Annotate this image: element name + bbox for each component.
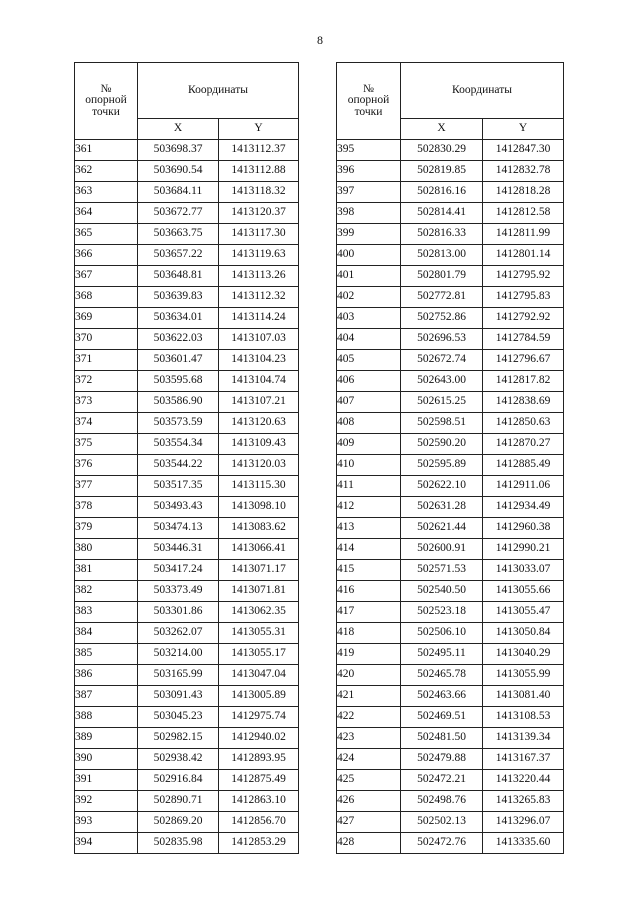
- x-coordinate-cell: 502869.20: [138, 812, 219, 833]
- y-coordinate-cell: 1413112.88: [219, 161, 299, 182]
- table-row: [337, 560, 564, 581]
- x-coordinate-cell: 503648.81: [138, 266, 219, 287]
- point-number-cell: 381: [75, 560, 138, 581]
- y-coordinate-cell: 1412847.30: [483, 140, 564, 161]
- point-number-cell: 369: [75, 308, 138, 329]
- table-row: [337, 371, 564, 392]
- point-number-cell: 395: [337, 140, 401, 161]
- x-coordinate-cell: 502495.11: [401, 644, 483, 665]
- x-coordinate-cell: 502890.71: [138, 791, 219, 812]
- y-coordinate-cell: 1413081.40: [483, 686, 564, 707]
- page-number: 8: [317, 33, 323, 47]
- point-number-cell: 384: [75, 623, 138, 644]
- y-coordinate-cell: 1412975.74: [219, 707, 299, 728]
- y-coordinate-cell: 1412784.59: [483, 329, 564, 350]
- table-row: [75, 266, 299, 287]
- table-row: [337, 539, 564, 560]
- point-number-cell: 414: [337, 539, 401, 560]
- table-row: [337, 518, 564, 539]
- point-number-cell: 373: [75, 392, 138, 413]
- point-number-cell: 408: [337, 413, 401, 434]
- table-row: [337, 203, 564, 224]
- y-coordinate-cell: 1412801.14: [483, 245, 564, 266]
- y-coordinate-cell: 1413118.32: [219, 182, 299, 203]
- x-coordinate-cell: 502814.41: [401, 203, 483, 224]
- y-coordinate-cell: 1413104.23: [219, 350, 299, 371]
- point-number-cell: 394: [75, 833, 138, 854]
- y-coordinate-cell: 1413296.07: [483, 812, 564, 833]
- point-number-cell: 425: [337, 770, 401, 791]
- x-coordinate-cell: 503663.75: [138, 224, 219, 245]
- x-coordinate-cell: 502982.15: [138, 728, 219, 749]
- y-coordinate-cell: 1412911.06: [483, 476, 564, 497]
- y-coordinate-cell: 1413115.30: [219, 476, 299, 497]
- point-number-cell: 419: [337, 644, 401, 665]
- coordinates-table-right: [336, 62, 564, 854]
- point-number-cell: 418: [337, 623, 401, 644]
- point-number-cell: 410: [337, 455, 401, 476]
- y-coordinate-cell: 1413113.26: [219, 266, 299, 287]
- y-coordinate-cell: 1413005.89: [219, 686, 299, 707]
- table-row: [337, 161, 564, 182]
- table-row: [75, 455, 299, 476]
- table-row: [337, 392, 564, 413]
- table-row: [75, 497, 299, 518]
- x-coordinate-cell: 502615.25: [401, 392, 483, 413]
- x-coordinate-cell: 503165.99: [138, 665, 219, 686]
- header-x: X: [138, 119, 219, 140]
- y-coordinate-cell: 1413083.62: [219, 518, 299, 539]
- table-row: [75, 161, 299, 182]
- table-row: [337, 581, 564, 602]
- y-coordinate-cell: 1413107.21: [219, 392, 299, 413]
- table-row: [337, 350, 564, 371]
- x-coordinate-cell: 502643.00: [401, 371, 483, 392]
- point-number-cell: 406: [337, 371, 401, 392]
- table-row: [75, 245, 299, 266]
- x-coordinate-cell: 502631.28: [401, 497, 483, 518]
- table-row: [337, 791, 564, 812]
- x-coordinate-cell: 503634.01: [138, 308, 219, 329]
- point-number-cell: 374: [75, 413, 138, 434]
- table-row: [75, 623, 299, 644]
- y-coordinate-cell: 1412960.38: [483, 518, 564, 539]
- y-coordinate-cell: 1413050.84: [483, 623, 564, 644]
- x-coordinate-cell: 503301.86: [138, 602, 219, 623]
- x-coordinate-cell: 502463.66: [401, 686, 483, 707]
- point-number-cell: 413: [337, 518, 401, 539]
- x-coordinate-cell: 502506.10: [401, 623, 483, 644]
- table-body-right: [337, 140, 564, 854]
- x-coordinate-cell: 503214.00: [138, 644, 219, 665]
- table-row: [337, 812, 564, 833]
- x-coordinate-cell: 502540.50: [401, 581, 483, 602]
- table-row: [337, 749, 564, 770]
- point-number-cell: 404: [337, 329, 401, 350]
- x-coordinate-cell: 503622.03: [138, 329, 219, 350]
- x-coordinate-cell: 502622.10: [401, 476, 483, 497]
- table-row: [337, 182, 564, 203]
- y-coordinate-cell: 1413108.53: [483, 707, 564, 728]
- table-row: [337, 476, 564, 497]
- x-coordinate-cell: 503684.11: [138, 182, 219, 203]
- table-row: [75, 518, 299, 539]
- y-coordinate-cell: 1413071.17: [219, 560, 299, 581]
- y-coordinate-cell: 1413055.99: [483, 665, 564, 686]
- x-coordinate-cell: 502571.53: [401, 560, 483, 581]
- y-coordinate-cell: 1412792.92: [483, 308, 564, 329]
- table-row: [337, 245, 564, 266]
- y-coordinate-cell: 1413098.10: [219, 497, 299, 518]
- table-row: [337, 434, 564, 455]
- table-row: [75, 392, 299, 413]
- point-number-cell: 378: [75, 497, 138, 518]
- point-number-cell: 370: [75, 329, 138, 350]
- point-number-cell: 367: [75, 266, 138, 287]
- table-row: [337, 287, 564, 308]
- point-number-cell: 416: [337, 581, 401, 602]
- point-number-cell: 412: [337, 497, 401, 518]
- point-number-cell: 398: [337, 203, 401, 224]
- y-coordinate-cell: 1412838.69: [483, 392, 564, 413]
- y-coordinate-cell: 1413071.81: [219, 581, 299, 602]
- table-row: [75, 371, 299, 392]
- header-y: Y: [219, 119, 299, 140]
- table-row: [75, 350, 299, 371]
- y-coordinate-cell: 1412870.27: [483, 434, 564, 455]
- point-number-cell: 400: [337, 245, 401, 266]
- y-coordinate-cell: 1412893.95: [219, 749, 299, 770]
- point-number-cell: 407: [337, 392, 401, 413]
- y-coordinate-cell: 1413040.29: [483, 644, 564, 665]
- point-number-cell: 377: [75, 476, 138, 497]
- x-coordinate-cell: 502598.51: [401, 413, 483, 434]
- y-coordinate-cell: 1413119.63: [219, 245, 299, 266]
- table-row: [75, 749, 299, 770]
- header-coordinates: Координаты: [401, 63, 564, 119]
- point-number-cell: 372: [75, 371, 138, 392]
- y-coordinate-cell: 1413139.34: [483, 728, 564, 749]
- x-coordinate-cell: 502479.88: [401, 749, 483, 770]
- table-row: [337, 623, 564, 644]
- header-coordinates: Координаты: [138, 63, 299, 119]
- y-coordinate-cell: 1413335.60: [483, 833, 564, 854]
- table-row: [75, 791, 299, 812]
- point-number-cell: 380: [75, 539, 138, 560]
- point-number-cell: 392: [75, 791, 138, 812]
- table-row: [337, 497, 564, 518]
- point-number-cell: 397: [337, 182, 401, 203]
- x-coordinate-cell: 503672.77: [138, 203, 219, 224]
- point-number-cell: 409: [337, 434, 401, 455]
- point-number-cell: 420: [337, 665, 401, 686]
- y-coordinate-cell: 1412812.58: [483, 203, 564, 224]
- point-number-cell: 421: [337, 686, 401, 707]
- x-coordinate-cell: 502835.98: [138, 833, 219, 854]
- header-x: X: [401, 119, 483, 140]
- point-number-cell: 426: [337, 791, 401, 812]
- x-coordinate-cell: 502523.18: [401, 602, 483, 623]
- point-number-cell: 411: [337, 476, 401, 497]
- x-coordinate-cell: 502696.53: [401, 329, 483, 350]
- table-row: [75, 581, 299, 602]
- table-row: [75, 182, 299, 203]
- x-coordinate-cell: 503045.23: [138, 707, 219, 728]
- y-coordinate-cell: 1413112.32: [219, 287, 299, 308]
- y-coordinate-cell: 1412853.29: [219, 833, 299, 854]
- table-row: [337, 644, 564, 665]
- y-coordinate-cell: 1412875.49: [219, 770, 299, 791]
- table-body-left: [75, 140, 299, 854]
- y-coordinate-cell: 1412817.82: [483, 371, 564, 392]
- x-coordinate-cell: 503639.83: [138, 287, 219, 308]
- y-coordinate-cell: 1412850.63: [483, 413, 564, 434]
- x-coordinate-cell: 503573.59: [138, 413, 219, 434]
- table-row: [337, 266, 564, 287]
- x-coordinate-cell: 502498.76: [401, 791, 483, 812]
- table-row: [337, 707, 564, 728]
- x-coordinate-cell: 503554.34: [138, 434, 219, 455]
- point-number-cell: 363: [75, 182, 138, 203]
- point-number-cell: 403: [337, 308, 401, 329]
- table-row: [337, 602, 564, 623]
- point-number-cell: 387: [75, 686, 138, 707]
- y-coordinate-cell: 1413112.37: [219, 140, 299, 161]
- point-number-cell: 368: [75, 287, 138, 308]
- x-coordinate-cell: 502813.00: [401, 245, 483, 266]
- x-coordinate-cell: 503262.07: [138, 623, 219, 644]
- x-coordinate-cell: 503493.43: [138, 497, 219, 518]
- y-coordinate-cell: 1412990.21: [483, 539, 564, 560]
- y-coordinate-cell: 1413033.07: [483, 560, 564, 581]
- table-row: [337, 308, 564, 329]
- x-coordinate-cell: 502801.79: [401, 266, 483, 287]
- point-number-cell: 364: [75, 203, 138, 224]
- x-coordinate-cell: 502590.20: [401, 434, 483, 455]
- table-row: [75, 665, 299, 686]
- table-row: [75, 413, 299, 434]
- y-coordinate-cell: 1412856.70: [219, 812, 299, 833]
- point-number-cell: 382: [75, 581, 138, 602]
- point-number-cell: 399: [337, 224, 401, 245]
- y-coordinate-cell: 1413114.24: [219, 308, 299, 329]
- table-row: [75, 476, 299, 497]
- point-number-cell: 396: [337, 161, 401, 182]
- x-coordinate-cell: 502772.81: [401, 287, 483, 308]
- table-row: [75, 329, 299, 350]
- y-coordinate-cell: 1412796.67: [483, 350, 564, 371]
- y-coordinate-cell: 1412863.10: [219, 791, 299, 812]
- point-number-cell: 427: [337, 812, 401, 833]
- y-coordinate-cell: 1413120.37: [219, 203, 299, 224]
- point-number-cell: 417: [337, 602, 401, 623]
- x-coordinate-cell: 503091.43: [138, 686, 219, 707]
- x-coordinate-cell: 502752.86: [401, 308, 483, 329]
- coordinates-table-left: [74, 62, 299, 854]
- x-coordinate-cell: 503698.37: [138, 140, 219, 161]
- point-number-cell: 375: [75, 434, 138, 455]
- table-row: [75, 707, 299, 728]
- y-coordinate-cell: 1412811.99: [483, 224, 564, 245]
- x-coordinate-cell: 503517.35: [138, 476, 219, 497]
- table-row: [75, 686, 299, 707]
- x-coordinate-cell: 502502.13: [401, 812, 483, 833]
- y-coordinate-cell: 1413120.03: [219, 455, 299, 476]
- table-row: [337, 329, 564, 350]
- point-number-cell: 428: [337, 833, 401, 854]
- point-number-cell: 391: [75, 770, 138, 791]
- table-row: [337, 224, 564, 245]
- point-number-cell: 386: [75, 665, 138, 686]
- y-coordinate-cell: 1412832.78: [483, 161, 564, 182]
- point-number-cell: 393: [75, 812, 138, 833]
- point-number-cell: 362: [75, 161, 138, 182]
- header-y: Y: [483, 119, 564, 140]
- y-coordinate-cell: 1413117.30: [219, 224, 299, 245]
- y-coordinate-cell: 1413047.04: [219, 665, 299, 686]
- y-coordinate-cell: 1413167.37: [483, 749, 564, 770]
- y-coordinate-cell: 1413066.41: [219, 539, 299, 560]
- x-coordinate-cell: 503595.68: [138, 371, 219, 392]
- table-row: [75, 434, 299, 455]
- y-coordinate-cell: 1413055.17: [219, 644, 299, 665]
- table-row: [337, 833, 564, 854]
- table-row: [337, 413, 564, 434]
- x-coordinate-cell: 503446.31: [138, 539, 219, 560]
- x-coordinate-cell: 502472.21: [401, 770, 483, 791]
- table-row: [75, 833, 299, 854]
- x-coordinate-cell: 502621.44: [401, 518, 483, 539]
- y-coordinate-cell: 1413062.35: [219, 602, 299, 623]
- point-number-cell: 422: [337, 707, 401, 728]
- x-coordinate-cell: 503690.54: [138, 161, 219, 182]
- y-coordinate-cell: 1413120.63: [219, 413, 299, 434]
- x-coordinate-cell: 502600.91: [401, 539, 483, 560]
- x-coordinate-cell: 503601.47: [138, 350, 219, 371]
- x-coordinate-cell: 502595.89: [401, 455, 483, 476]
- table-row: [337, 455, 564, 476]
- point-number-cell: 379: [75, 518, 138, 539]
- table-row: [337, 686, 564, 707]
- table-row: [75, 140, 299, 161]
- point-number-cell: 415: [337, 560, 401, 581]
- y-coordinate-cell: 1412940.02: [219, 728, 299, 749]
- point-number-cell: 390: [75, 749, 138, 770]
- y-coordinate-cell: 1412818.28: [483, 182, 564, 203]
- y-coordinate-cell: 1412795.92: [483, 266, 564, 287]
- x-coordinate-cell: 503417.24: [138, 560, 219, 581]
- table-row: [337, 140, 564, 161]
- point-number-cell: 402: [337, 287, 401, 308]
- x-coordinate-cell: 502472.76: [401, 833, 483, 854]
- point-number-cell: 383: [75, 602, 138, 623]
- x-coordinate-cell: 503373.49: [138, 581, 219, 602]
- y-coordinate-cell: 1413055.31: [219, 623, 299, 644]
- x-coordinate-cell: 503544.22: [138, 455, 219, 476]
- point-number-cell: 389: [75, 728, 138, 749]
- table-row: [75, 287, 299, 308]
- table-row: [75, 560, 299, 581]
- table-row: [337, 728, 564, 749]
- x-coordinate-cell: 502819.85: [401, 161, 483, 182]
- table-row: [75, 224, 299, 245]
- x-coordinate-cell: 502816.16: [401, 182, 483, 203]
- x-coordinate-cell: 502469.51: [401, 707, 483, 728]
- table-row: [337, 770, 564, 791]
- x-coordinate-cell: 502916.84: [138, 770, 219, 791]
- table-row: [75, 812, 299, 833]
- point-number-cell: 424: [337, 749, 401, 770]
- table-row: [75, 602, 299, 623]
- x-coordinate-cell: 502938.42: [138, 749, 219, 770]
- point-number-cell: 405: [337, 350, 401, 371]
- table-row: [75, 203, 299, 224]
- point-number-cell: 366: [75, 245, 138, 266]
- y-coordinate-cell: 1413104.74: [219, 371, 299, 392]
- y-coordinate-cell: 1413220.44: [483, 770, 564, 791]
- table-row: [75, 308, 299, 329]
- point-number-cell: 388: [75, 707, 138, 728]
- point-number-cell: 361: [75, 140, 138, 161]
- point-number-cell: 376: [75, 455, 138, 476]
- table-row: [75, 539, 299, 560]
- table-row: [75, 770, 299, 791]
- x-coordinate-cell: 502830.29: [401, 140, 483, 161]
- x-coordinate-cell: 502816.33: [401, 224, 483, 245]
- y-coordinate-cell: 1413055.47: [483, 602, 564, 623]
- y-coordinate-cell: 1413055.66: [483, 581, 564, 602]
- x-coordinate-cell: 502465.78: [401, 665, 483, 686]
- point-number-cell: 423: [337, 728, 401, 749]
- y-coordinate-cell: 1413265.83: [483, 791, 564, 812]
- y-coordinate-cell: 1412795.83: [483, 287, 564, 308]
- header-point-number: № опорной точки: [337, 63, 401, 140]
- point-number-cell: 365: [75, 224, 138, 245]
- header-point-number: № опорной точки: [75, 63, 138, 140]
- table-row: [75, 728, 299, 749]
- x-coordinate-cell: 503586.90: [138, 392, 219, 413]
- y-coordinate-cell: 1412885.49: [483, 455, 564, 476]
- point-number-cell: 371: [75, 350, 138, 371]
- y-coordinate-cell: 1413109.43: [219, 434, 299, 455]
- point-number-cell: 401: [337, 266, 401, 287]
- x-coordinate-cell: 502481.50: [401, 728, 483, 749]
- y-coordinate-cell: 1412934.49: [483, 497, 564, 518]
- x-coordinate-cell: 503474.13: [138, 518, 219, 539]
- y-coordinate-cell: 1413107.03: [219, 329, 299, 350]
- x-coordinate-cell: 502672.74: [401, 350, 483, 371]
- x-coordinate-cell: 503657.22: [138, 245, 219, 266]
- table-row: [75, 644, 299, 665]
- point-number-cell: 385: [75, 644, 138, 665]
- table-row: [337, 665, 564, 686]
